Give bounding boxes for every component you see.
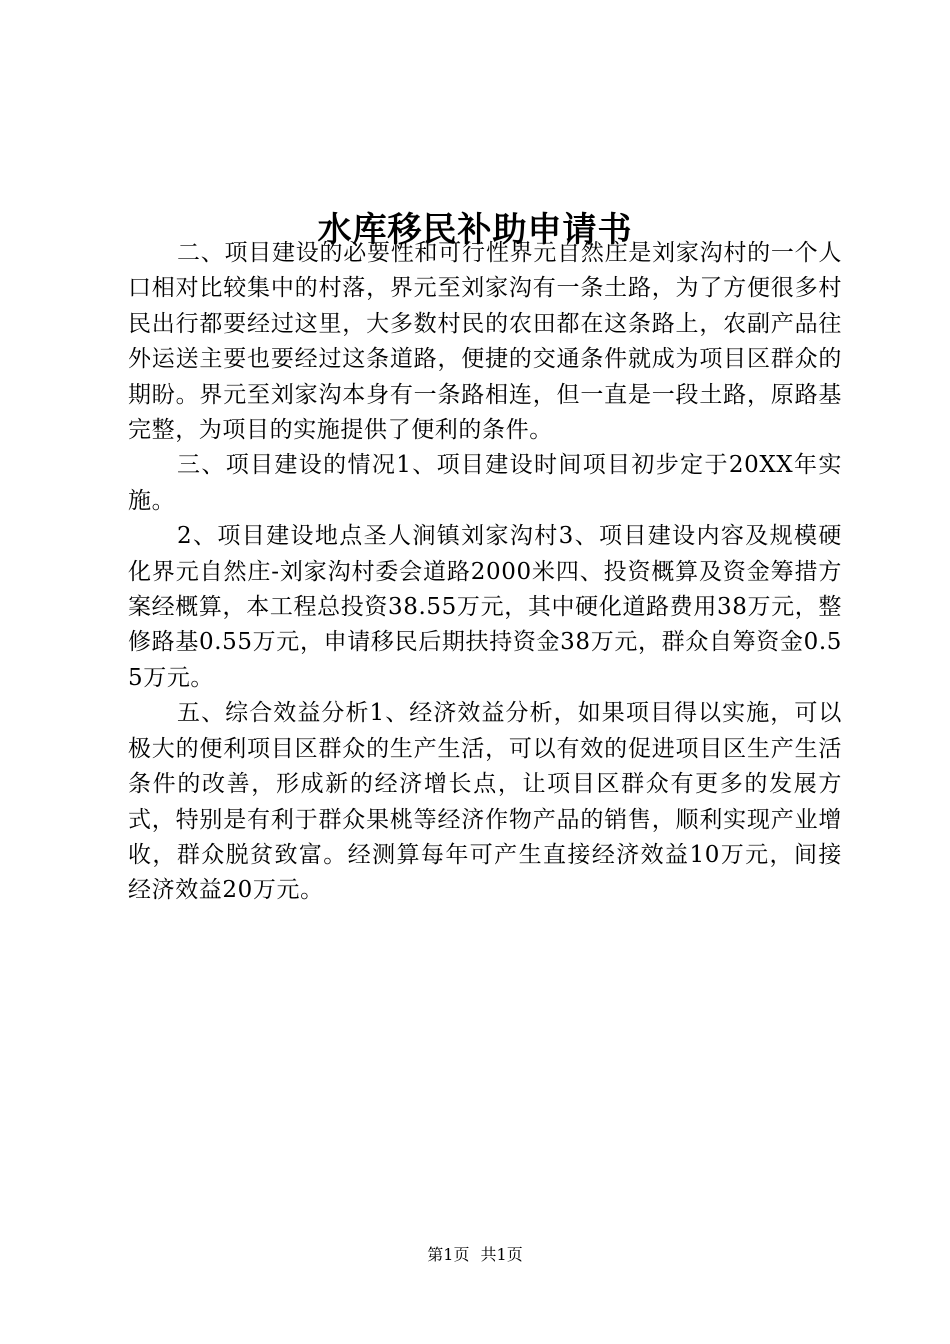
paragraph-necessity: 二、项目建设的必要性和可行性界元自然庄是刘家沟村的一个人口相对比较集中的村落，界元至刘家沟有一条土路，为了方便很多村民出行都要经过这里，大多数村民的农田都在这条路上，农副产品往外运送主要也要经过这条道路，便捷的交通条件就成为项目区群众的期盼。界元至刘家沟本身有一条路相连，但一直是一段土路，原路基完整，为项目的实施提供了便利的条件。 [128,240,842,444]
document-title: 水库移民补助申请书 [317,209,633,250]
paragraph-benefit-analysis: 五、综合效益分析1、经济效益分析，如果项目得以实施，可以极大的便利项目区群众的生产生活，可以有效的促进项目区生产生活条件的改善，形成新的经济增长点，让项目区群众有更多的发展方式，特别是有利于群众果桃等经济作物产品的销售，顺利实现产业增收，群众脱贫致富。经测算每年可产生直接经济效益10万元，间接经济效益20万元。 [128,700,842,904]
page-total: 共1页 [480,1245,523,1264]
paragraph-location-investment: 2、项目建设地点圣人涧镇刘家沟村3、项目建设内容及规模硬化界元自然庄-刘家沟村委会道路2000米四、投资概算及资金筹措方案经概算，本工程总投资38.55万元，其中硬化道路费用38万元，整修路基0.55万元，申请移民后期扶持资金38万元，群众自筹资金0.55万元。 [128,523,842,691]
page-footer [0,1243,950,1267]
document-body [128,236,842,909]
page-number: 第1页 [427,1245,470,1264]
paragraph-construction-time: 三、项目建设的情况1、项目建设时间项目初步定于20XX年实施。 [128,452,842,514]
